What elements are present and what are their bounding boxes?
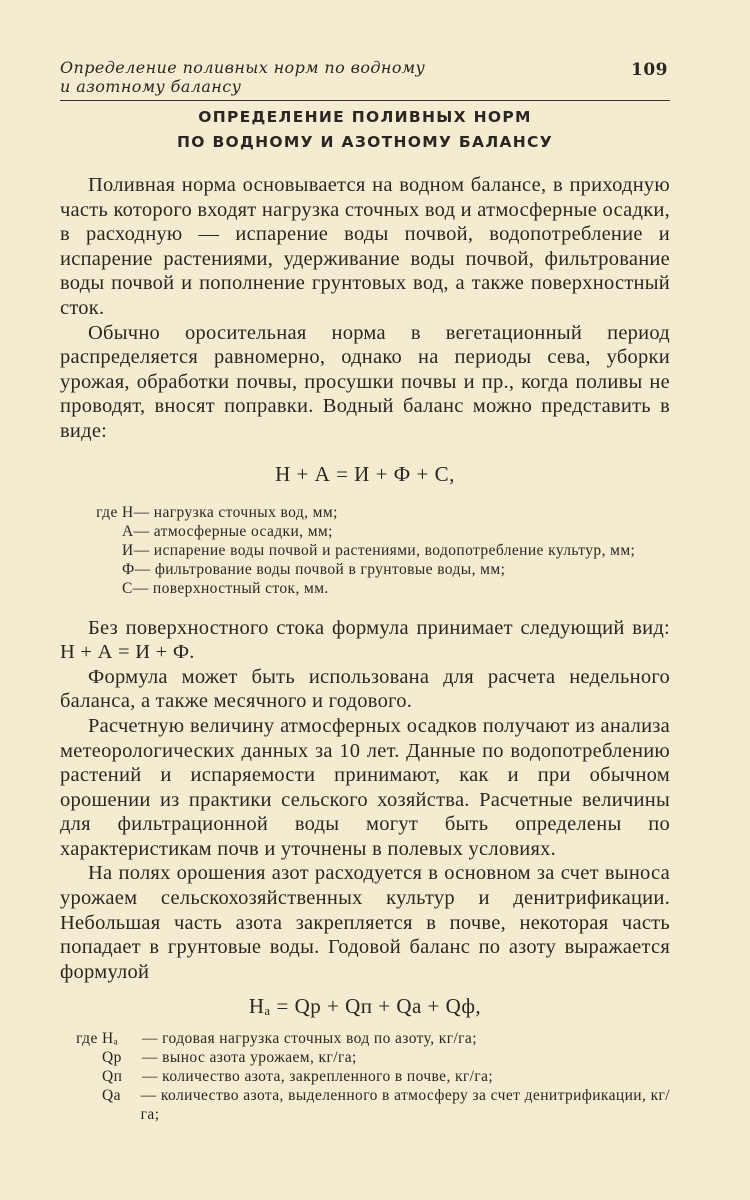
section-title	[60, 105, 670, 155]
paragraph-6: На полях орошения азот расходуется в основном за счет выноса урожаем сельскохозяйственных культур и денитрификации. Небольшая часть азота закрепляется в почве, некоторая часть попадает в грунтовые воды. Годовой баланс по азоту выражается формулой	[60, 862, 670, 983]
legend-symbol: Ф	[122, 560, 135, 578]
legend-row	[60, 522, 670, 541]
legend-symbol: Нₐ	[102, 1030, 119, 1048]
legend-symbol: А	[122, 522, 134, 540]
legend-description: — количество азота, закрепленного в почве, кг/га;	[142, 1068, 494, 1086]
legend-description: — испарение воды почвой и растениями, водопотребление культур, мм;	[133, 541, 636, 559]
section-title-line2: ПО ВОДНОМУ И АЗОТНОМУ БАЛАНСУ	[177, 133, 553, 151]
legend-description: — количество азота, выделенного в атмосферу за счет денитрификации, кг/га;	[140, 1087, 670, 1124]
page-number: 109	[631, 60, 668, 80]
legend-description: — атмосферные осадки, мм;	[133, 522, 333, 540]
book-page	[60, 58, 670, 1124]
legend-row	[60, 560, 670, 579]
legend-symbol: Qп	[102, 1068, 123, 1086]
water-balance-formula: Н + А = И + Ф + С,	[275, 461, 455, 486]
legend-row	[60, 1067, 670, 1086]
legend-row	[60, 541, 670, 560]
legend-lead: где	[76, 1030, 102, 1048]
paragraph-5: Расчетную величину атмосферных осадков получают из анализа метеорологических данных за 10 лет. Данные по водопотреблению растений и испаряемости принимают, как и при обычном орошении из практики сельского хозяйства. Расчетные величины для фильтрационной воды могут быть определены по характеристикам почв и уточнены в полевых условиях.	[60, 714, 670, 860]
legend-row	[60, 1029, 670, 1048]
running-title-line1: Определение поливных норм по водному	[60, 58, 426, 77]
paragraph-2: Обычно оросительная норма в вегетационный период распределяется равномерно, однако на периоды сева, уборки урожая, обработки почвы, просушки почвы и пр., когда поливы не проводят, вносят поправки. Водный баланс можно представить в виде:	[60, 321, 670, 442]
legend-description: — нагрузка сточных вод, мм;	[133, 503, 338, 521]
legend-symbol: С	[122, 579, 133, 597]
running-title-line2: и азотному балансу	[60, 77, 242, 96]
running-header	[60, 58, 670, 101]
legend-description: — годовая нагрузка сточных вод по азоту, кг/га;	[142, 1030, 477, 1048]
paragraph-1: Поливная норма основывается на водном балансе, в приходную часть которого входят нагрузка сточных вод и атмосферные осадки, в расходную — испарение воды почвой, водопотребление и испарение растениями, удерживание воды почвой, фильтрование воды почвой и пополнение грунтовых вод, а также поверхностный сток.	[60, 174, 670, 319]
running-title	[60, 58, 670, 96]
legend-row	[60, 1086, 670, 1124]
legend-row	[60, 1048, 670, 1067]
legend-row	[60, 503, 670, 522]
paragraph-3: Без поверхностного стока формула принимает следующий вид: Н + А = И + Ф.	[60, 616, 670, 664]
legend-description: — поверхностный сток, мм.	[132, 579, 329, 597]
section-title-line1: ОПРЕДЕЛЕНИЕ ПОЛИВНЫХ НОРМ	[198, 108, 532, 126]
paragraph-4: Формула может быть использована для расчета недельного баланса, а также месячного и годового.	[60, 665, 670, 713]
legend-lead: где	[96, 503, 122, 521]
legend-row	[60, 579, 670, 598]
legend-symbol: Н	[122, 503, 134, 521]
nitrogen-balance-legend	[60, 1029, 670, 1124]
water-balance-legend	[60, 503, 670, 598]
legend-symbol: Qр	[102, 1049, 122, 1067]
legend-description: — вынос азота урожаем, кг/га;	[142, 1049, 357, 1067]
legend-symbol: Qа	[102, 1087, 121, 1105]
legend-symbol: И	[122, 541, 134, 559]
nitrogen-balance-formula: Нₐ = Qр + Qп + Qа + Qф,	[248, 994, 482, 1019]
legend-description: — фильтрование воды почвой в грунтовые воды, мм;	[134, 560, 506, 578]
